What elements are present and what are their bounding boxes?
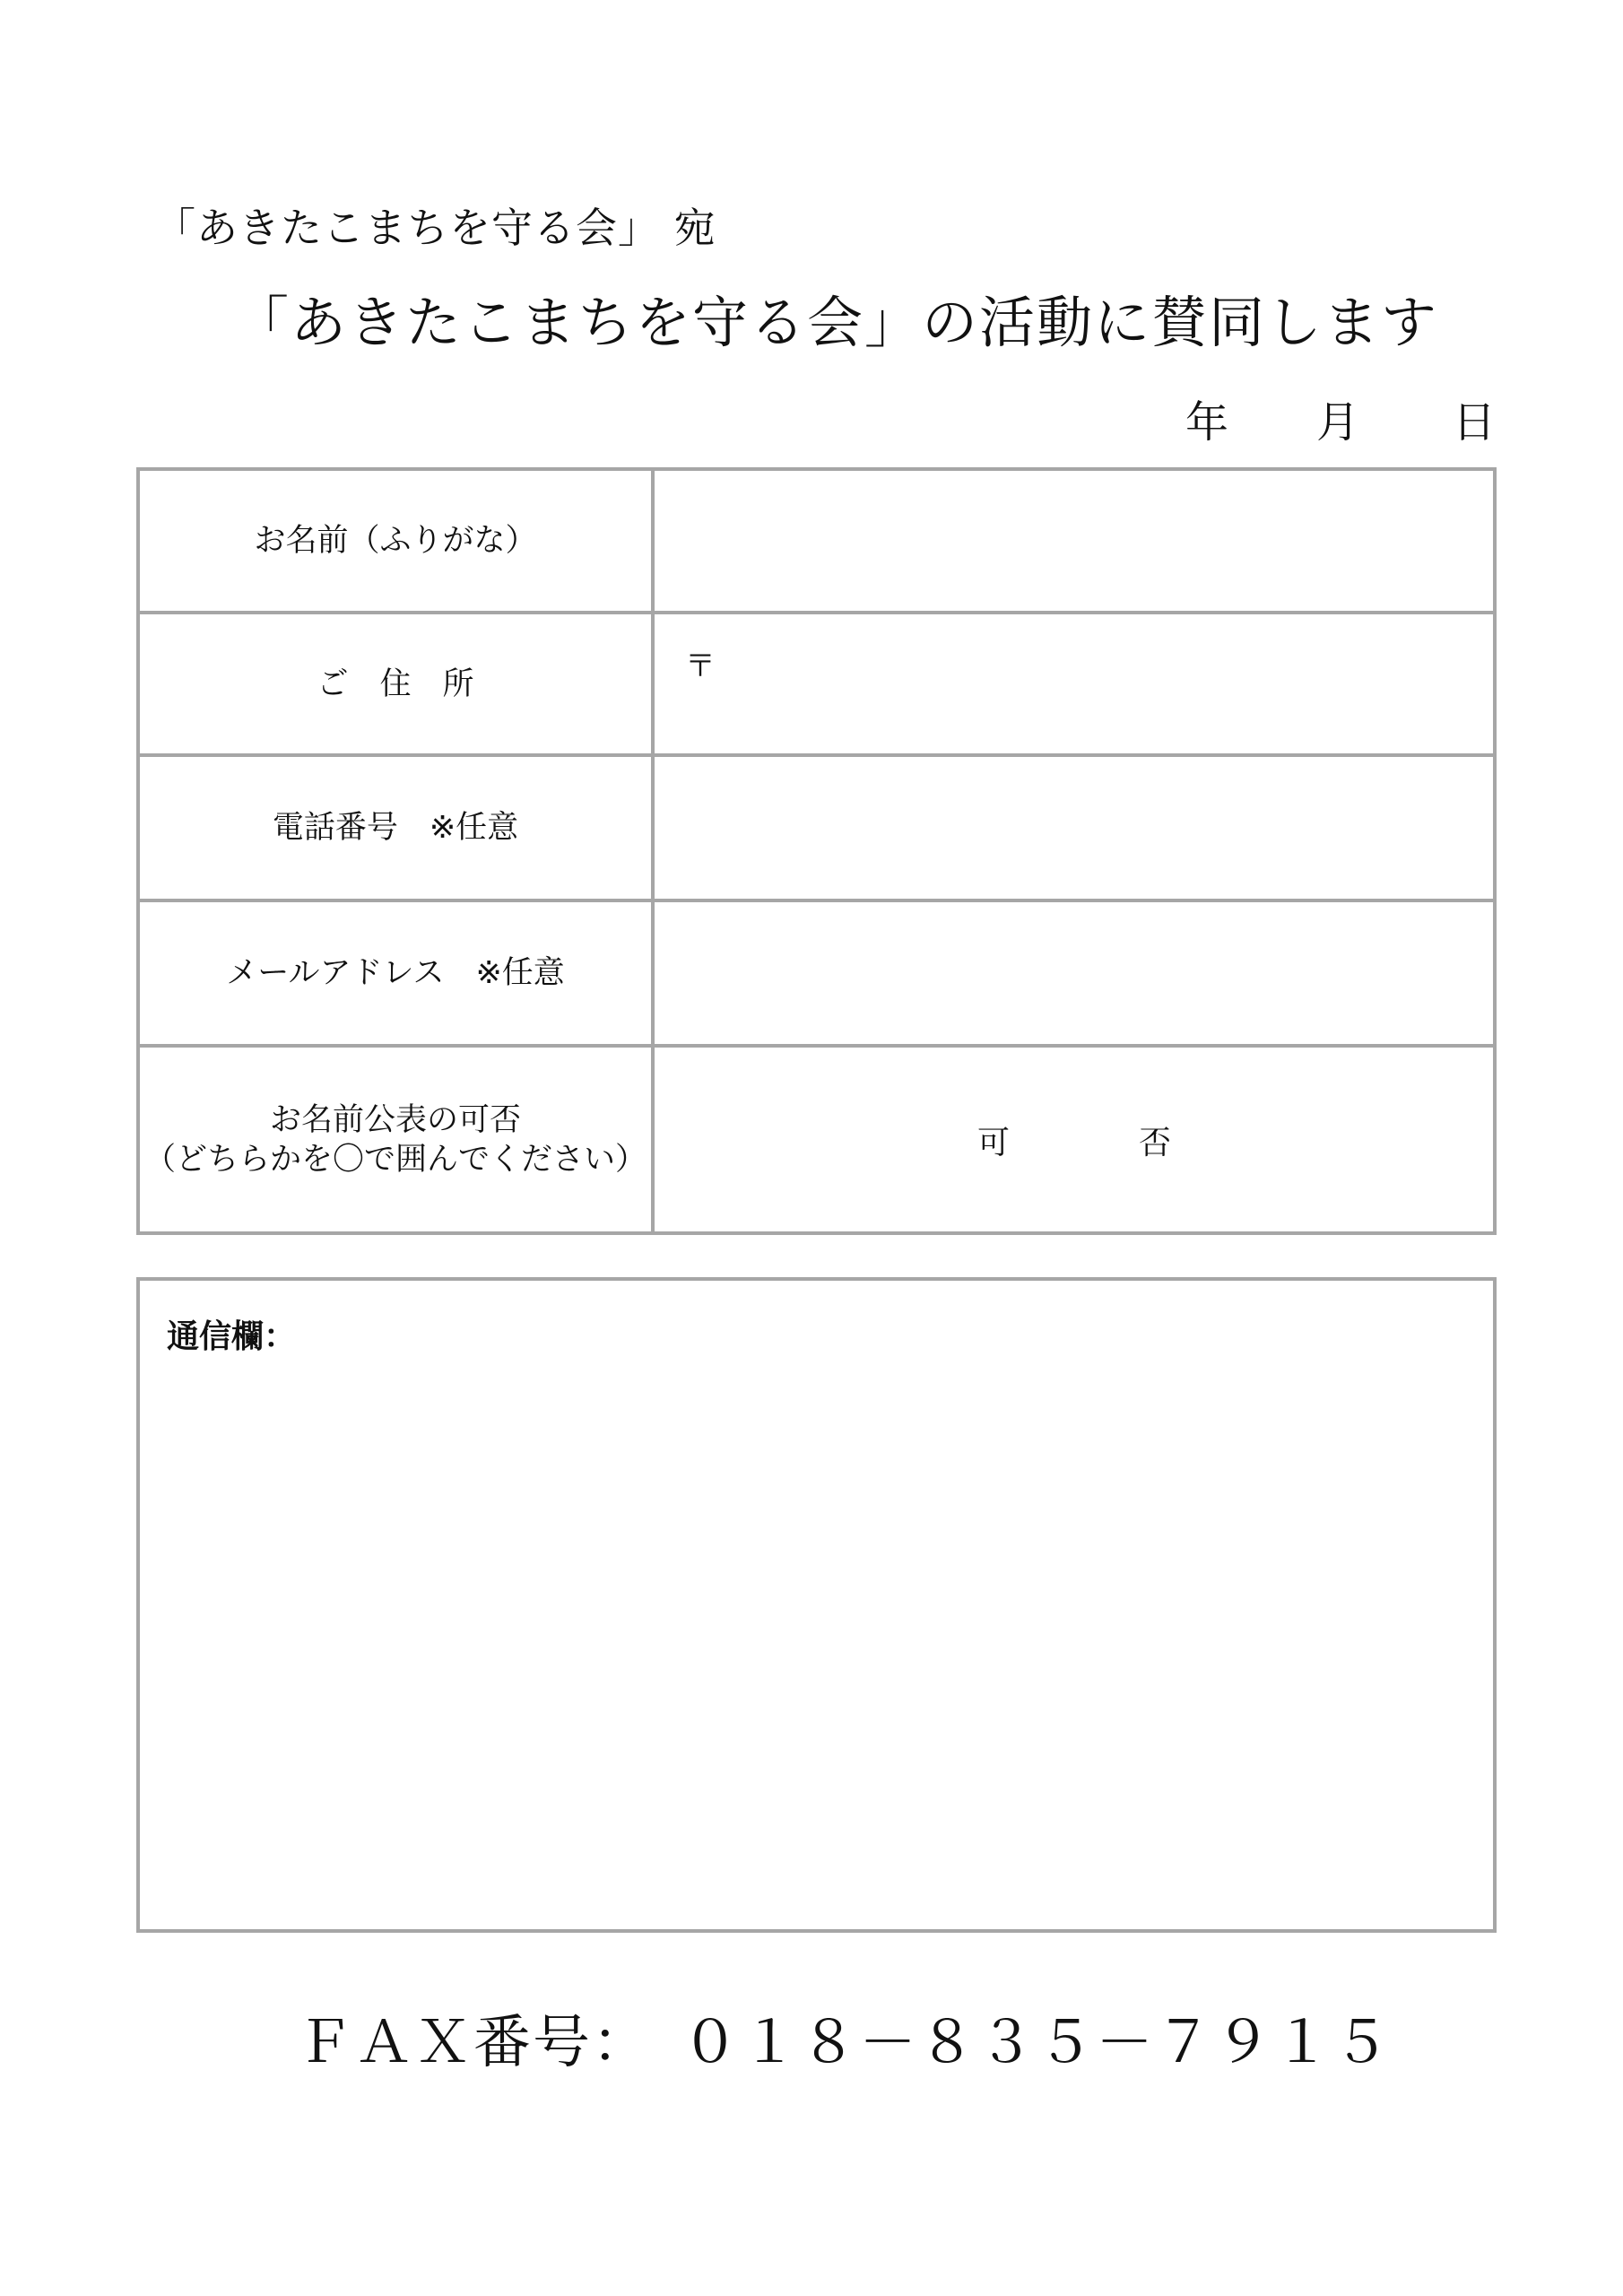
registration-form-table (136, 467, 1497, 1235)
publish-no-option[interactable]: 否 (1139, 1125, 1172, 1161)
date-year-label: 年 (1185, 397, 1228, 448)
address-field[interactable] (653, 613, 1495, 755)
address-label: ご 住 所 (138, 613, 653, 755)
publish-yes-option[interactable]: 可 (977, 1125, 1011, 1161)
form-row-phone (138, 755, 1495, 900)
name-label: お名前（ふりがな） (138, 469, 653, 613)
fax-number: ＦＡＸ番号： ０１８－８３５－７９１５ (296, 2010, 1392, 2076)
date-line (1185, 387, 1496, 449)
date-day-label: 日 (1452, 397, 1496, 448)
phone-label: 電話番号 ※任意 (138, 755, 653, 900)
notes-label: 通信欄： (167, 1318, 297, 1355)
form-row-name (138, 469, 1495, 613)
email-label: メールアドレス ※任意 (138, 900, 653, 1046)
email-field[interactable] (653, 900, 1495, 1046)
publish-consent-field (653, 1046, 1495, 1233)
notes-field[interactable] (136, 1277, 1497, 1933)
postal-mark: 〒 (685, 648, 716, 684)
addressee-line: 「あきたこまちを守る会」 宛 (154, 204, 716, 252)
date-month-label: 月 (1315, 397, 1359, 448)
publish-consent-label: お名前公表の可否 （どちらかを〇で囲んでください） (138, 1046, 653, 1233)
name-field[interactable] (653, 469, 1495, 613)
form-row-publish-consent (138, 1046, 1495, 1233)
form-row-email (138, 900, 1495, 1046)
phone-field[interactable] (653, 755, 1495, 900)
form-row-address (138, 613, 1495, 755)
page-title: 「あきたこまちを守る会」の活動に賛同します (233, 290, 1439, 355)
